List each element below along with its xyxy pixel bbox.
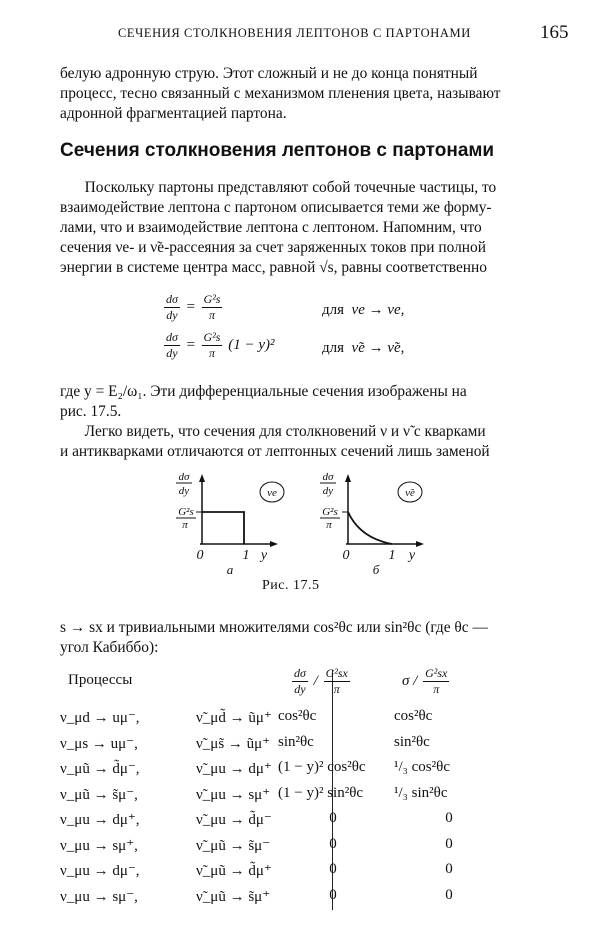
y-label-num: dσ bbox=[178, 471, 190, 483]
diff-xsec-cell: 0 bbox=[329, 886, 337, 903]
process-cell: ν̃_μũ → s̃μ⁻ bbox=[196, 837, 271, 854]
frac-den: π bbox=[209, 308, 216, 322]
paragraph-2 bbox=[60, 382, 570, 422]
frac-num: G²sx bbox=[325, 666, 348, 680]
diff-xsec-cell: (1 − y)² sin²θc bbox=[278, 784, 364, 801]
process-cell: ν̃_μũ → s̃μ⁺ bbox=[196, 888, 271, 905]
frac-den: π bbox=[333, 682, 340, 696]
y-axis-arrow bbox=[199, 474, 205, 482]
slash: / bbox=[413, 672, 418, 689]
header-processes: Процессы bbox=[68, 672, 133, 688]
page-number: 165 bbox=[540, 22, 569, 43]
total-xsec-cell: 0 bbox=[445, 835, 453, 852]
x-var: y bbox=[408, 548, 416, 563]
process-cell: ν_μũ → s̃μ⁻, bbox=[60, 786, 138, 803]
text-line: Поскольку партоны представляют собой точечные частицы, то bbox=[84, 179, 497, 196]
text-line: s → sx и тривиальными множителями cos²θc или sin²θc (где θc — bbox=[60, 619, 488, 636]
process-cell: ν̃_μu → d̃μ⁻ bbox=[196, 812, 272, 828]
text-line: адронной фрагментацией партона. bbox=[60, 105, 287, 122]
panel-b bbox=[320, 471, 424, 577]
frac-num: G²s bbox=[203, 330, 221, 344]
sub-label: а bbox=[226, 562, 234, 577]
x-tick-1: 1 bbox=[388, 548, 396, 563]
process-cell: ν̃_μũ → d̃μ⁺ bbox=[196, 863, 272, 879]
total-xsec-cell: sin²θc bbox=[394, 733, 430, 750]
formula-factor: (1 − y)² bbox=[228, 336, 275, 353]
sigma-symbol: σ bbox=[402, 672, 410, 689]
frac-den: dy bbox=[166, 308, 178, 322]
fraction-lhs bbox=[164, 292, 180, 323]
formula-process: νe → νe, bbox=[351, 302, 405, 318]
header-title: СЕЧЕНИЯ СТОЛКНОВЕНИЯ ЛЕПТОНОВ С ПАРТОНАМИ bbox=[118, 26, 471, 40]
header-col2 bbox=[402, 666, 451, 697]
total-xsec-cell: 0 bbox=[445, 886, 453, 903]
text-line: лами, что и взаимодействие лептона с лептоном. Напомним, что bbox=[60, 219, 482, 236]
diff-xsec-cell: 0 bbox=[329, 861, 337, 877]
fraction-lhs bbox=[164, 330, 180, 361]
frac-den: dy bbox=[166, 346, 178, 360]
level-den: π bbox=[326, 519, 332, 531]
x-var: y bbox=[260, 548, 268, 563]
frac-num: G²sx bbox=[425, 666, 448, 680]
equals-sign: = bbox=[185, 298, 196, 315]
badge-label: ν̃e bbox=[405, 487, 415, 499]
process-cell: ν̃_μs̃ → ũμ⁺ bbox=[196, 735, 271, 752]
text-line: энергии в системе центра масс, равной √s, равны соответственно bbox=[60, 259, 487, 276]
total-xsec-cell: 0 bbox=[445, 861, 453, 877]
paragraph-4 bbox=[60, 618, 570, 658]
x-axis-arrow bbox=[416, 541, 424, 547]
frac-num: dσ bbox=[294, 666, 306, 680]
process-cell: ν_μu → sμ⁻, bbox=[60, 888, 138, 905]
total-xsec-cell: ¹/₃ cos²θc bbox=[394, 759, 450, 775]
x-tick-0: 0 bbox=[196, 548, 204, 563]
x-tick-1: 1 bbox=[242, 548, 250, 563]
section-heading: Сечения столкновения лептонов с партонами bbox=[60, 140, 495, 161]
x-axis-arrow bbox=[270, 541, 278, 547]
frac-den: dy bbox=[294, 682, 306, 696]
formula-antinu-e bbox=[162, 330, 275, 361]
header-col1 bbox=[290, 666, 352, 697]
process-cell: ν̃_μd̃ → ũμ⁺ bbox=[196, 710, 272, 726]
text-line: процесс, тесно связанный с механизмом пленения цвета, называют bbox=[60, 85, 501, 102]
curve-constant bbox=[202, 512, 244, 544]
text-line: где y = E₂/ω₁. Эти дифференциальные сечения изображены на bbox=[60, 383, 467, 400]
process-cell: ν_μu → dμ⁻, bbox=[60, 863, 140, 879]
diff-xsec-cell: 0 bbox=[329, 835, 337, 852]
total-xsec-cell: cos²θc bbox=[394, 708, 433, 724]
diff-xsec-cell: cos²θc bbox=[278, 708, 317, 724]
fraction-rhs bbox=[202, 292, 223, 323]
frac-den: π bbox=[209, 346, 216, 360]
total-xsec-cell: 0 bbox=[445, 810, 453, 826]
process-cell: ν_μũ → d̃μ⁻, bbox=[60, 761, 140, 777]
level-den: π bbox=[182, 519, 188, 531]
panel-a bbox=[176, 471, 284, 577]
level-num: G²s bbox=[178, 506, 194, 518]
y-label-num: dσ bbox=[322, 471, 334, 483]
frac-num: G²s bbox=[203, 292, 221, 306]
text-line: белую адронную струю. Этот сложный и не до конца понятный bbox=[60, 65, 478, 82]
text-line: Легко видеть, что сечения для столкновений ν и ν̃ с кварками bbox=[84, 423, 486, 440]
slash: / bbox=[313, 672, 318, 689]
paragraph-1 bbox=[60, 178, 570, 278]
fraction-rhs bbox=[202, 330, 223, 361]
process-cell: ν_μd → uμ⁻, bbox=[60, 710, 140, 726]
total-xsec-cell: ¹/₃ sin²θc bbox=[394, 784, 448, 801]
badge-label: νe bbox=[267, 487, 277, 499]
text-line: сечения νe- и ν̃e-рассеяния за счет заряженных токов при полной bbox=[60, 239, 486, 256]
sub-label: б bbox=[372, 562, 380, 577]
curve-decay bbox=[348, 512, 392, 544]
running-header bbox=[0, 22, 600, 48]
figure-17-5 bbox=[160, 468, 460, 580]
process-table bbox=[60, 666, 580, 916]
y-label-den: dy bbox=[178, 485, 190, 497]
paragraph-3 bbox=[60, 422, 570, 462]
diff-xsec-cell: 0 bbox=[329, 810, 337, 826]
text-line: взаимодействие лептона с партоном описывается теми же форму- bbox=[60, 199, 492, 216]
x-tick-0: 0 bbox=[342, 548, 350, 563]
formula-antinu-e-label bbox=[322, 340, 404, 357]
text-line: рис. 17.5. bbox=[60, 403, 122, 420]
diff-xsec-cell: (1 − y)² cos²θc bbox=[278, 759, 366, 775]
frac-num: dσ bbox=[166, 292, 178, 306]
formula-process: ν̃e → ν̃e, bbox=[351, 340, 405, 356]
fraction bbox=[324, 666, 350, 697]
process-cell: ν_μs → uμ⁻, bbox=[60, 735, 138, 752]
fraction bbox=[423, 666, 449, 697]
text-line: угол Кабиббо): bbox=[60, 639, 159, 656]
formula-nu-e bbox=[162, 292, 224, 323]
y-axis-arrow bbox=[345, 474, 351, 482]
process-cell: ν̃_μu → sμ⁺ bbox=[196, 786, 271, 803]
level-num: G²s bbox=[322, 506, 338, 518]
frac-den: π bbox=[433, 682, 440, 696]
intro-paragraph bbox=[60, 64, 570, 124]
process-cell: ν̃_μu → dμ⁺ bbox=[196, 761, 272, 777]
equals-sign: = bbox=[185, 336, 196, 353]
formula-label: для bbox=[322, 302, 345, 318]
text-line: и антикварками отличаются от лептонных сечений лишь заменой bbox=[60, 443, 490, 460]
formula-nu-e-label bbox=[322, 302, 404, 319]
process-cell: ν_μu → sμ⁺, bbox=[60, 837, 138, 854]
formula-label: для bbox=[322, 340, 345, 356]
process-cell: ν_μu → dμ⁺, bbox=[60, 812, 140, 828]
figure-caption: Рис. 17.5 bbox=[262, 578, 320, 593]
diff-xsec-cell: sin²θc bbox=[278, 733, 314, 750]
y-label-den: dy bbox=[322, 485, 334, 497]
fraction bbox=[292, 666, 308, 697]
frac-num: dσ bbox=[166, 330, 178, 344]
